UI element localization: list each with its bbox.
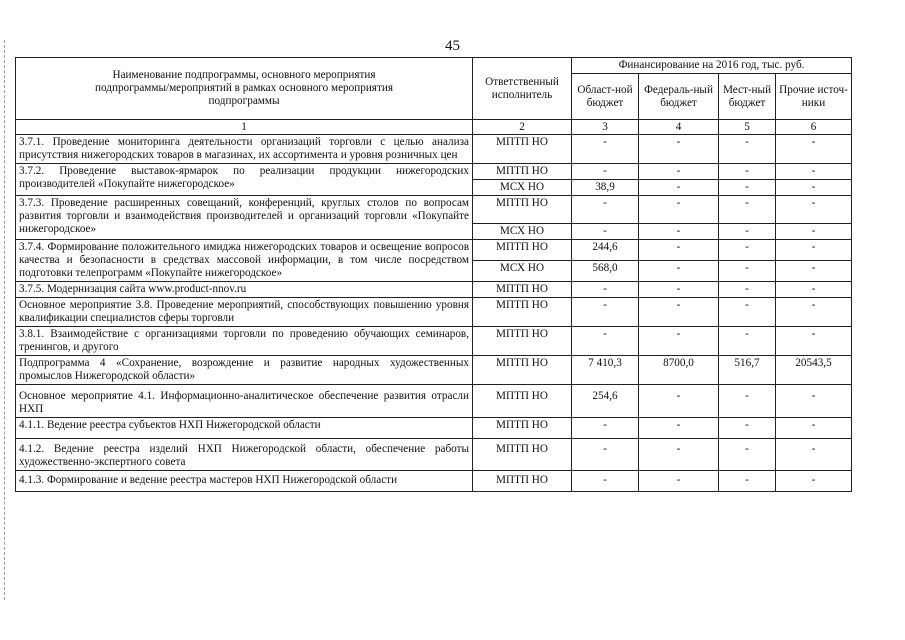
- activity-name: 3.7.2. Проведение выставок-ярмарок по реализации продукции нижегородских производителей «Покупайте нижегородское»: [16, 164, 473, 196]
- regional-budget-cell: -: [572, 224, 639, 240]
- federal-budget-cell: -: [639, 261, 719, 282]
- local-budget-cell: -: [719, 385, 776, 418]
- local-budget-cell: -: [719, 164, 776, 180]
- regional-budget-cell: -: [572, 327, 639, 356]
- binding-margin-line: [4, 40, 5, 600]
- table-row: [16, 164, 852, 180]
- column-number: 2: [473, 120, 572, 135]
- other-sources-cell: -: [776, 180, 852, 196]
- local-budget-cell: -: [719, 135, 776, 164]
- header-row-1: [16, 58, 852, 74]
- executor-cell: МПТП НО: [473, 418, 572, 439]
- activity-name: 3.7.5. Модернизация сайта www.product-nnov.ru: [16, 282, 473, 298]
- federal-budget-cell: -: [639, 471, 719, 492]
- header-name: Наименование подпрограммы, основного мероприятия подпрограммы/мероприятий в рамках основного мероприятия подпрограммы: [16, 58, 473, 120]
- regional-budget-cell: -: [572, 439, 639, 471]
- other-sources-cell: -: [776, 240, 852, 261]
- activity-name: 3.7.4. Формирование положительного имиджа нижегородских товаров и освещение вопросов качества и безопасности в средствах массовой информации, в том числе посредством подготовки телепрограмм «Покупайте нижегородское»: [16, 240, 473, 282]
- executor-cell: МПТП НО: [473, 356, 572, 385]
- column-number-row: [16, 120, 852, 135]
- table-row: [16, 439, 852, 471]
- header-regional: Област-ной бюджет: [572, 74, 639, 120]
- other-sources-cell: -: [776, 282, 852, 298]
- executor-cell: МПТП НО: [473, 196, 572, 224]
- table-row: [16, 385, 852, 418]
- activity-name: 4.1.3. Формирование и ведение реестра мастеров НХП Нижегородской области: [16, 471, 473, 492]
- other-sources-cell: -: [776, 224, 852, 240]
- regional-budget-cell: -: [572, 164, 639, 180]
- federal-budget-cell: -: [639, 282, 719, 298]
- local-budget-cell: -: [719, 282, 776, 298]
- local-budget-cell: 516,7: [719, 356, 776, 385]
- federal-budget-cell: 8700,0: [639, 356, 719, 385]
- activity-name: 3.7.1. Проведение мониторинга деятельности организаций торговли с целью анализа присутствия нижегородских товаров в магазинах, их ассортимента и уровня розничных цен: [16, 135, 473, 164]
- executor-cell: МПТП НО: [473, 385, 572, 418]
- activity-name: 3.8.1. Взаимодействие с организациями торговли по проведению обучающих семинаров, тренингов, и другого: [16, 327, 473, 356]
- executor-cell: МПТП НО: [473, 164, 572, 180]
- table-row: [16, 327, 852, 356]
- executor-cell: МПТП НО: [473, 282, 572, 298]
- other-sources-cell: -: [776, 471, 852, 492]
- other-sources-cell: -: [776, 164, 852, 180]
- local-budget-cell: -: [719, 327, 776, 356]
- other-sources-cell: -: [776, 385, 852, 418]
- column-number: 5: [719, 120, 776, 135]
- table-row: [16, 471, 852, 492]
- regional-budget-cell: 254,6: [572, 385, 639, 418]
- executor-cell: МПТП НО: [473, 327, 572, 356]
- activity-name: 4.1.2. Ведение реестра изделий НХП Нижегородской области, обеспечение работы художественно-экспертного совета: [16, 439, 473, 471]
- page-number: 45: [445, 38, 460, 54]
- federal-budget-cell: -: [639, 240, 719, 261]
- column-number: 3: [572, 120, 639, 135]
- federal-budget-cell: -: [639, 164, 719, 180]
- executor-cell: МСХ НО: [473, 261, 572, 282]
- local-budget-cell: -: [719, 240, 776, 261]
- regional-budget-cell: -: [572, 298, 639, 327]
- federal-budget-cell: -: [639, 439, 719, 471]
- other-sources-cell: -: [776, 135, 852, 164]
- local-budget-cell: -: [719, 439, 776, 471]
- regional-budget-cell: -: [572, 471, 639, 492]
- regional-budget-cell: 568,0: [572, 261, 639, 282]
- table-row: [16, 418, 852, 439]
- table-row: [16, 240, 852, 261]
- column-number: 6: [776, 120, 852, 135]
- subprogram-name: Подпрограмма 4 «Сохранение, возрождение и развитие народных художественных промыслов Нижегородской области»: [16, 356, 473, 385]
- executor-cell: МСХ НО: [473, 224, 572, 240]
- regional-budget-cell: -: [572, 282, 639, 298]
- regional-budget-cell: -: [572, 135, 639, 164]
- header-other: Прочие источ-ники: [776, 74, 852, 120]
- header-financing: Финансирование на 2016 год, тыс. руб.: [572, 58, 852, 74]
- federal-budget-cell: -: [639, 418, 719, 439]
- header-local: Мест-ный бюджет: [719, 74, 776, 120]
- executor-cell: МПТП НО: [473, 439, 572, 471]
- other-sources-cell: -: [776, 418, 852, 439]
- regional-budget-cell: 7 410,3: [572, 356, 639, 385]
- regional-budget-cell: -: [572, 418, 639, 439]
- table-row: [16, 135, 852, 164]
- other-sources-cell: -: [776, 196, 852, 224]
- table-row: [16, 356, 852, 385]
- header-executor: Ответственный исполнитель: [473, 58, 572, 120]
- federal-budget-cell: -: [639, 327, 719, 356]
- activity-name: 3.7.3. Проведение расширенных совещаний, конференций, круглых столов по вопросам развития торговли и взаимодействия производителей и организаций торговли «Покупайте нижегородское»: [16, 196, 473, 240]
- federal-budget-cell: -: [639, 196, 719, 224]
- local-budget-cell: -: [719, 224, 776, 240]
- main-activity-name: Основное мероприятие 4.1. Информационно-аналитическое обеспечение развития отрасли НХП: [16, 385, 473, 418]
- executor-cell: МПТП НО: [473, 135, 572, 164]
- table-row: [16, 298, 852, 327]
- other-sources-cell: -: [776, 327, 852, 356]
- federal-budget-cell: -: [639, 180, 719, 196]
- local-budget-cell: -: [719, 261, 776, 282]
- activity-name: 4.1.1. Ведение реестра субъектов НХП Нижегородской области: [16, 418, 473, 439]
- regional-budget-cell: 38,9: [572, 180, 639, 196]
- other-sources-cell: -: [776, 439, 852, 471]
- column-number: 4: [639, 120, 719, 135]
- header-federal: Федераль-ный бюджет: [639, 74, 719, 120]
- other-sources-cell: -: [776, 261, 852, 282]
- executor-cell: МПТП НО: [473, 240, 572, 261]
- regional-budget-cell: 244,6: [572, 240, 639, 261]
- federal-budget-cell: -: [639, 224, 719, 240]
- other-sources-cell: -: [776, 298, 852, 327]
- local-budget-cell: -: [719, 471, 776, 492]
- executor-cell: МСХ НО: [473, 180, 572, 196]
- other-sources-cell: 20543,5: [776, 356, 852, 385]
- executor-cell: МПТП НО: [473, 298, 572, 327]
- federal-budget-cell: -: [639, 135, 719, 164]
- local-budget-cell: -: [719, 418, 776, 439]
- table-row: [16, 282, 852, 298]
- main-activity-name: Основное мероприятие 3.8. Проведение мероприятий, способствующих повышению уровня квалификации специалистов сферы торговли: [16, 298, 473, 327]
- executor-cell: МПТП НО: [473, 471, 572, 492]
- regional-budget-cell: -: [572, 196, 639, 224]
- local-budget-cell: -: [719, 298, 776, 327]
- federal-budget-cell: -: [639, 298, 719, 327]
- financing-table: [15, 57, 852, 492]
- column-number: 1: [16, 120, 473, 135]
- table-row: [16, 196, 852, 224]
- local-budget-cell: -: [719, 196, 776, 224]
- local-budget-cell: -: [719, 180, 776, 196]
- federal-budget-cell: -: [639, 385, 719, 418]
